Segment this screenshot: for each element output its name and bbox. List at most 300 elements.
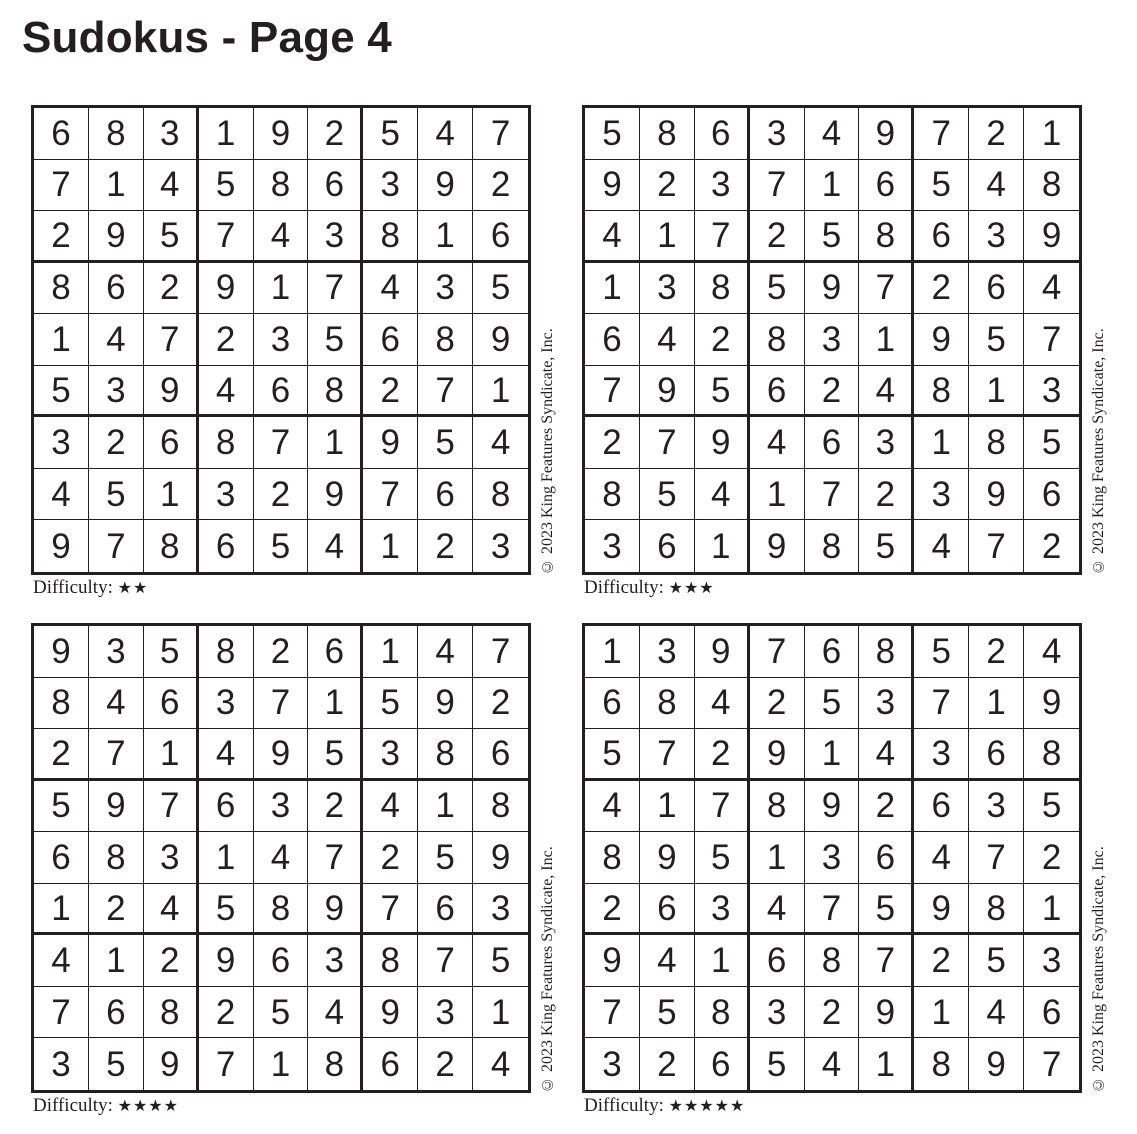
difficulty-rating (584, 577, 715, 599)
sudoku-cell: 5 (363, 678, 418, 730)
sudoku-cell: 3 (144, 832, 199, 884)
sudoku-grid (31, 105, 531, 575)
sudoku-cell: 4 (695, 678, 750, 730)
sudoku-cell: 1 (473, 987, 528, 1039)
sudoku-cell: 8 (695, 987, 750, 1039)
sudoku-cell: 8 (585, 832, 640, 884)
sudoku-cell: 4 (418, 626, 473, 678)
sudoku-cell: 7 (89, 729, 144, 781)
sudoku-cell: 7 (473, 626, 528, 678)
sudoku-cell: 7 (144, 781, 199, 833)
sudoku-cell: 3 (969, 781, 1024, 833)
sudoku-cell: 7 (914, 108, 969, 160)
sudoku-cell: 4 (585, 781, 640, 833)
sudoku-cell: 1 (805, 160, 860, 212)
sudoku-cell: 9 (640, 832, 695, 884)
sudoku-cell: 3 (585, 1038, 640, 1090)
sudoku-cell: 2 (199, 314, 254, 366)
sudoku-cell: 8 (805, 935, 860, 987)
sudoku-cell: 2 (805, 366, 860, 418)
sudoku-cell: 2 (254, 469, 309, 521)
difficulty-stars: ★★★★ (117, 1096, 179, 1115)
sudoku-cell: 6 (199, 520, 254, 572)
sudoku-cell: 2 (418, 520, 473, 572)
sudoku-cell: 5 (89, 1038, 144, 1090)
sudoku-cell: 2 (199, 987, 254, 1039)
difficulty-label: Difficulty: (584, 577, 664, 598)
sudoku-cell: 7 (640, 417, 695, 469)
sudoku-cell: 4 (969, 987, 1024, 1039)
sudoku-cell: 8 (418, 314, 473, 366)
sudoku-cell: 3 (859, 678, 914, 730)
sudoku-cell: 6 (695, 1038, 750, 1090)
sudoku-cell: 4 (750, 884, 805, 936)
sudoku-cell: 8 (969, 417, 1024, 469)
sudoku-cell: 2 (914, 935, 969, 987)
sudoku-cell: 2 (585, 884, 640, 936)
sudoku-cell: 5 (640, 987, 695, 1039)
sudoku-cell: 5 (199, 160, 254, 212)
sudoku-cell: 2 (254, 626, 309, 678)
sudoku-cell: 8 (914, 1038, 969, 1090)
sudoku-cell: 2 (859, 469, 914, 521)
sudoku-cell: 8 (914, 366, 969, 418)
sudoku-cell: 3 (695, 160, 750, 212)
sudoku-cell: 4 (144, 884, 199, 936)
sudoku-cell: 2 (585, 417, 640, 469)
sudoku-cell: 1 (695, 935, 750, 987)
sudoku-cell: 2 (89, 884, 144, 936)
sudoku-cell: 2 (418, 1038, 473, 1090)
difficulty-label: Difficulty: (33, 1095, 113, 1116)
sudoku-cell: 8 (34, 263, 89, 315)
sudoku-cell: 3 (363, 160, 418, 212)
sudoku-cell: 3 (1024, 366, 1079, 418)
sudoku-cell: 6 (1024, 469, 1079, 521)
sudoku-cell: 8 (805, 520, 860, 572)
sudoku-cell: 3 (34, 417, 89, 469)
sudoku-cell: 5 (308, 729, 363, 781)
sudoku-cell: 9 (750, 729, 805, 781)
sudoku-cell: 2 (695, 729, 750, 781)
sudoku-cell: 7 (585, 366, 640, 418)
sudoku-cell: 1 (34, 884, 89, 936)
sudoku-cell: 8 (363, 935, 418, 987)
sudoku-cell: 9 (473, 832, 528, 884)
sudoku-cell: 6 (1024, 987, 1079, 1039)
sudoku-cell: 9 (914, 884, 969, 936)
sudoku-cell: 6 (640, 520, 695, 572)
sudoku-cell: 7 (969, 520, 1024, 572)
sudoku-cell: 1 (1024, 884, 1079, 936)
sudoku-cell: 9 (640, 366, 695, 418)
sudoku-cell: 1 (585, 263, 640, 315)
sudoku-cell: 9 (750, 520, 805, 572)
sudoku-cell: 9 (144, 366, 199, 418)
sudoku-cell: 9 (363, 987, 418, 1039)
difficulty-rating (584, 1095, 745, 1117)
sudoku-cell: 6 (640, 884, 695, 936)
sudoku-cell: 7 (363, 884, 418, 936)
sudoku-cell: 9 (585, 160, 640, 212)
sudoku-cell: 3 (859, 417, 914, 469)
sudoku-puzzle-3 (31, 623, 581, 1123)
sudoku-cell: 4 (418, 108, 473, 160)
sudoku-cell: 5 (805, 678, 860, 730)
sudoku-cell: 2 (473, 160, 528, 212)
sudoku-cell: 4 (914, 520, 969, 572)
sudoku-cell: 3 (640, 263, 695, 315)
sudoku-cell: 2 (750, 211, 805, 263)
sudoku-cell: 3 (418, 263, 473, 315)
sudoku-cell: 3 (695, 884, 750, 936)
sudoku-cell: 7 (1024, 314, 1079, 366)
sudoku-cell: 6 (914, 211, 969, 263)
sudoku-cell: 6 (308, 626, 363, 678)
sudoku-cell: 4 (199, 729, 254, 781)
sudoku-cell: 8 (1024, 729, 1079, 781)
sudoku-cell: 7 (199, 211, 254, 263)
sudoku-cell: 7 (1041, 1044, 1062, 1084)
sudoku-cell: 6 (308, 160, 363, 212)
sudoku-cell: 5 (89, 469, 144, 521)
sudoku-cell: 2 (695, 314, 750, 366)
sudoku-cell: 7 (34, 987, 89, 1039)
sudoku-cell: 8 (254, 884, 309, 936)
sudoku-cell: 1 (1024, 108, 1079, 160)
sudoku-cell: 6 (144, 417, 199, 469)
sudoku-cell: 6 (859, 160, 914, 212)
sudoku-cell: 2 (363, 832, 418, 884)
sudoku-cell: 2 (34, 729, 89, 781)
sudoku-cell: 9 (199, 935, 254, 987)
sudoku-cell: 4 (750, 417, 805, 469)
sudoku-cell: 5 (914, 626, 969, 678)
sudoku-cell: 7 (473, 108, 528, 160)
sudoku-cell: 5 (969, 935, 1024, 987)
sudoku-cell: 1 (308, 417, 363, 469)
sudoku-cell: 1 (473, 366, 528, 418)
sudoku-cell: 3 (750, 987, 805, 1039)
sudoku-cell: 5 (34, 781, 89, 833)
sudoku-cell: 8 (144, 520, 199, 572)
sudoku-cell: 4 (34, 469, 89, 521)
sudoku-cell: 5 (473, 263, 528, 315)
sudoku-cell: 5 (144, 626, 199, 678)
sudoku-cell: 9 (34, 520, 89, 572)
sudoku-cell: 5 (695, 366, 750, 418)
sudoku-cell: 4 (144, 160, 199, 212)
copyright-notice: © 2023 King Features Syndicate, Inc. (539, 846, 556, 1093)
sudoku-cell: 7 (695, 211, 750, 263)
sudoku-cell: 1 (254, 263, 309, 315)
sudoku-cell: 2 (914, 263, 969, 315)
sudoku-cell: 6 (750, 366, 805, 418)
sudoku-cell: 3 (418, 987, 473, 1039)
sudoku-cell: 3 (914, 729, 969, 781)
sudoku-cell: 5 (750, 263, 805, 315)
sudoku-cell: 8 (363, 211, 418, 263)
sudoku-cell: 6 (914, 781, 969, 833)
sudoku-cell: 4 (308, 520, 363, 572)
sudoku-puzzle-1 (31, 105, 581, 605)
sudoku-cell: 4 (640, 314, 695, 366)
sudoku-cell: 7 (34, 160, 89, 212)
sudoku-cell: 1 (199, 108, 254, 160)
sudoku-cell: 2 (34, 211, 89, 263)
copyright-notice: © 2023 King Features Syndicate, Inc. (1090, 846, 1107, 1093)
sudoku-cell: 5 (199, 884, 254, 936)
sudoku-cell: 5 (859, 884, 914, 936)
sudoku-cell: 3 (34, 1038, 89, 1090)
sudoku-cell: 2 (640, 1038, 695, 1090)
sudoku-cell: 3 (805, 314, 860, 366)
sudoku-cell: 6 (585, 678, 640, 730)
sudoku-cell: 5 (308, 314, 363, 366)
sudoku-cell: 7 (805, 884, 860, 936)
sudoku-cell: 8 (144, 987, 199, 1039)
sudoku-cell: 7 (805, 469, 860, 521)
sudoku-cell: 6 (34, 832, 89, 884)
sudoku-cell: 3 (254, 781, 309, 833)
sudoku-cell: 5 (34, 366, 89, 418)
sudoku-cell: 8 (199, 417, 254, 469)
sudoku-cell: 6 (363, 1038, 418, 1090)
sudoku-cell: 2 (750, 678, 805, 730)
sudoku-cell: 1 (695, 520, 750, 572)
sudoku-cell: 4 (585, 211, 640, 263)
sudoku-cell: 6 (473, 729, 528, 781)
sudoku-cell: 7 (418, 935, 473, 987)
sudoku-cell: 9 (89, 211, 144, 263)
sudoku-cell: 1 (34, 314, 89, 366)
sudoku-cell: 1 (363, 626, 418, 678)
sudoku-cell: 9 (695, 417, 750, 469)
sudoku-cell: 9 (473, 314, 528, 366)
sudoku-cell: 4 (89, 678, 144, 730)
sudoku-cell: 4 (859, 366, 914, 418)
sudoku-cell: 3 (969, 211, 1024, 263)
sudoku-cell: 6 (254, 935, 309, 987)
sudoku-cell: 5 (254, 987, 309, 1039)
sudoku-cell: 8 (750, 314, 805, 366)
sudoku-cell: 1 (750, 469, 805, 521)
sudoku-cell: 2 (89, 417, 144, 469)
sudoku-cell: 6 (363, 314, 418, 366)
sudoku-cell: 1 (914, 987, 969, 1039)
sudoku-cell: 4 (254, 211, 309, 263)
sudoku-cell: 7 (418, 366, 473, 418)
sudoku-cell: 9 (695, 626, 750, 678)
sudoku-cell: 4 (490, 1044, 511, 1084)
sudoku-cell: 1 (418, 211, 473, 263)
sudoku-cell: 8 (750, 781, 805, 833)
sudoku-cell: 2 (640, 160, 695, 212)
sudoku-cell: 7 (254, 678, 309, 730)
sudoku-cell: 3 (308, 935, 363, 987)
sudoku-cell: 6 (89, 987, 144, 1039)
sudoku-cell: 7 (363, 469, 418, 521)
sudoku-cell: 5 (254, 520, 309, 572)
sudoku-cell: 5 (473, 935, 528, 987)
sudoku-cell: 3 (473, 884, 528, 936)
page-title: Sudokus - Page 4 (22, 13, 392, 62)
sudoku-cell: 1 (418, 781, 473, 833)
sudoku-cell: 1 (969, 678, 1024, 730)
sudoku-cell: 6 (805, 626, 860, 678)
sudoku-cell: 5 (585, 108, 640, 160)
sudoku-cell: 3 (199, 678, 254, 730)
sudoku-cell: 3 (254, 314, 309, 366)
sudoku-cell: 6 (969, 263, 1024, 315)
sudoku-cell: 3 (585, 520, 640, 572)
sudoku-puzzle-2 (582, 105, 1132, 605)
sudoku-cell: 2 (1024, 832, 1079, 884)
sudoku-cell: 6 (473, 211, 528, 263)
sudoku-cell: 6 (750, 935, 805, 987)
sudoku-cell: 4 (34, 935, 89, 987)
sudoku-cell: 6 (585, 314, 640, 366)
sudoku-cell: 1 (805, 729, 860, 781)
sudoku-cell: 5 (640, 469, 695, 521)
sudoku-cell: 8 (418, 729, 473, 781)
sudoku-cell: 6 (969, 729, 1024, 781)
sudoku-cell: 1 (144, 469, 199, 521)
sudoku-cell: 7 (199, 1038, 254, 1090)
sudoku-cell: 7 (640, 729, 695, 781)
copyright-notice: © 2023 King Features Syndicate, Inc. (539, 328, 556, 575)
sudoku-cell: 7 (969, 832, 1024, 884)
sudoku-cell: 3 (89, 626, 144, 678)
sudoku-cell: 1 (750, 832, 805, 884)
sudoku-cell: 4 (859, 729, 914, 781)
sudoku-cell: 5 (144, 211, 199, 263)
sudoku-cell: 2 (805, 987, 860, 1039)
sudoku-cell: 6 (199, 781, 254, 833)
sudoku-cell: 2 (363, 366, 418, 418)
sudoku-cell: 4 (473, 417, 528, 469)
sudoku-cell: 2 (473, 678, 528, 730)
sudoku-cell: 7 (859, 263, 914, 315)
sudoku-cell: 4 (1024, 263, 1079, 315)
sudoku-cell: 8 (859, 626, 914, 678)
difficulty-stars: ★★★★★ (668, 1096, 746, 1115)
sudoku-cell: 6 (418, 469, 473, 521)
sudoku-cell: 9 (254, 729, 309, 781)
sudoku-cell: 3 (914, 469, 969, 521)
sudoku-cell: 9 (969, 1038, 1024, 1090)
sudoku-cell: 4 (199, 366, 254, 418)
sudoku-cell: 7 (750, 626, 805, 678)
sudoku-cell: 1 (363, 520, 418, 572)
sudoku-cell: 1 (89, 935, 144, 987)
sudoku-cell: 8 (969, 884, 1024, 936)
sudoku-cell: 8 (585, 469, 640, 521)
sudoku-cell: 5 (969, 314, 1024, 366)
sudoku-cell: 1 (914, 417, 969, 469)
sudoku-cell: 9 (969, 469, 1024, 521)
sudoku-cell: 2 (969, 626, 1024, 678)
sudoku-cell: 3 (363, 729, 418, 781)
sudoku-cell: 1 (254, 1038, 309, 1090)
sudoku-cell: 5 (914, 160, 969, 212)
sudoku-cell: 8 (308, 366, 363, 418)
sudoku-grid (31, 623, 531, 1093)
sudoku-cell: 9 (805, 781, 860, 833)
sudoku-cell: 8 (640, 108, 695, 160)
sudoku-cell: 1 (640, 781, 695, 833)
sudoku-cell: 4 (640, 935, 695, 987)
sudoku-cell: 4 (695, 469, 750, 521)
sudoku-cell: 3 (490, 526, 511, 566)
sudoku-cell: 9 (859, 108, 914, 160)
sudoku-cell: 4 (363, 263, 418, 315)
sudoku-cell: 9 (308, 469, 363, 521)
sudoku-cell: 5 (750, 1038, 805, 1090)
sudoku-cell: 2 (859, 781, 914, 833)
sudoku-cell: 9 (585, 935, 640, 987)
sudoku-cell: 3 (640, 626, 695, 678)
sudoku-cell: 8 (473, 469, 528, 521)
difficulty-stars: ★★ (117, 578, 149, 597)
sudoku-cell: 8 (859, 211, 914, 263)
sudoku-cell: 4 (254, 832, 309, 884)
sudoku-cell: 8 (640, 678, 695, 730)
sudoku-cell: 4 (89, 314, 144, 366)
sudoku-cell: 4 (363, 781, 418, 833)
sudoku-cell: 7 (308, 832, 363, 884)
sudoku-cell: 5 (859, 520, 914, 572)
sudoku-cell: 9 (363, 417, 418, 469)
difficulty-label: Difficulty: (584, 1095, 664, 1116)
sudoku-cell: 9 (199, 263, 254, 315)
sudoku-cell: 8 (695, 263, 750, 315)
sudoku-cell: 1 (89, 160, 144, 212)
difficulty-rating (33, 1095, 179, 1117)
sudoku-cell: 6 (34, 108, 89, 160)
sudoku-cell: 3 (1024, 935, 1079, 987)
sudoku-cell: 6 (89, 263, 144, 315)
sudoku-cell: 7 (89, 520, 144, 572)
sudoku-cell: 5 (418, 417, 473, 469)
difficulty-rating (33, 577, 148, 599)
sudoku-cell: 1 (199, 832, 254, 884)
sudoku-cell: 2 (144, 935, 199, 987)
sudoku-cell: 3 (199, 469, 254, 521)
sudoku-cell: 7 (254, 417, 309, 469)
sudoku-cell: 1 (308, 678, 363, 730)
copyright-notice: © 2023 King Features Syndicate, Inc. (1090, 328, 1107, 575)
sudoku-cell: 6 (859, 832, 914, 884)
sudoku-cell: 7 (750, 160, 805, 212)
sudoku-cell: 5 (1024, 781, 1079, 833)
sudoku-cell: 2 (144, 263, 199, 315)
sudoku-cell: 4 (1024, 626, 1079, 678)
sudoku-cell: 4 (914, 832, 969, 884)
sudoku-cell: 1 (859, 314, 914, 366)
sudoku-cell: 9 (34, 626, 89, 678)
sudoku-cell: 9 (89, 781, 144, 833)
sudoku-cell: 4 (308, 987, 363, 1039)
sudoku-cell: 7 (914, 678, 969, 730)
difficulty-stars: ★★★ (668, 578, 715, 597)
sudoku-cell: 9 (144, 1038, 199, 1090)
sudoku-cell: 8 (254, 160, 309, 212)
sudoku-cell: 5 (695, 832, 750, 884)
sudoku-cell: 8 (473, 781, 528, 833)
sudoku-cell: 9 (805, 263, 860, 315)
sudoku-cell: 9 (254, 108, 309, 160)
